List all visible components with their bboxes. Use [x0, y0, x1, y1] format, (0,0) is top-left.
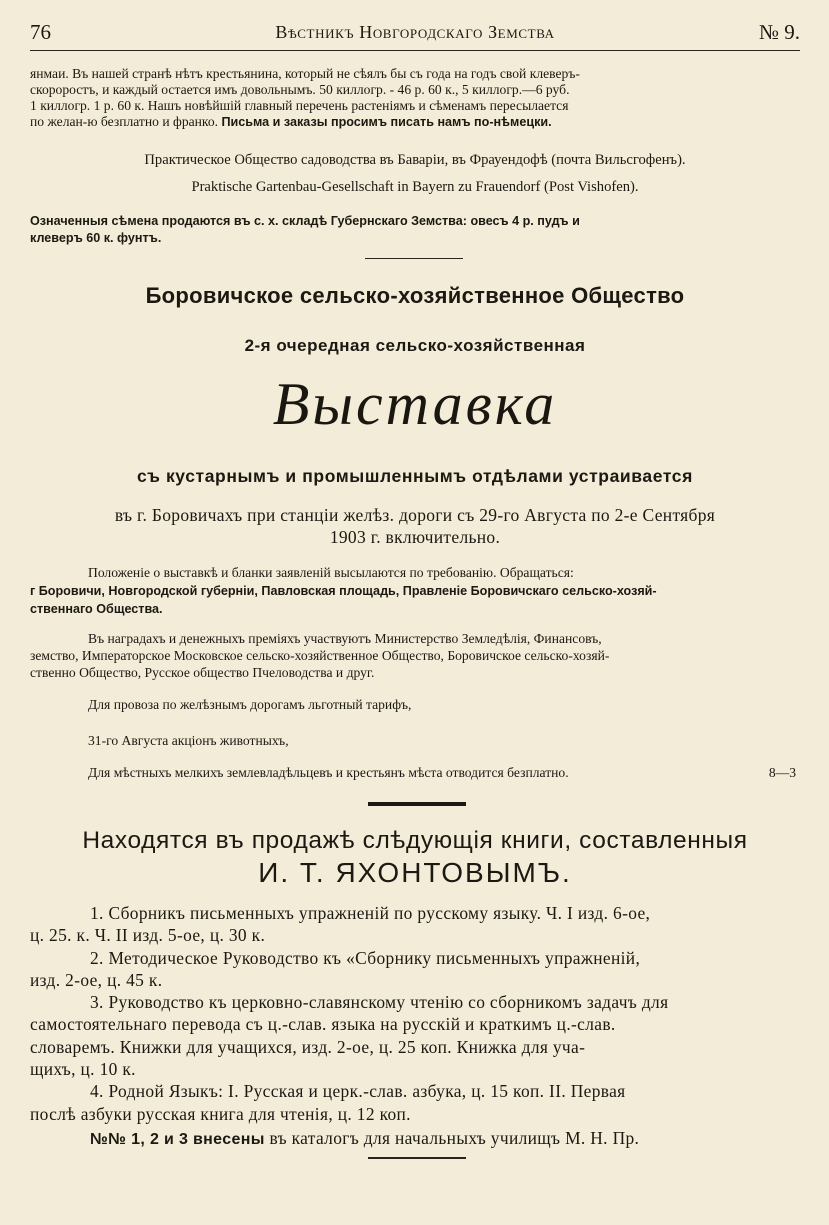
exhibition-terms-line: г Боровичи, Новгородской губерніи, Павловская площадь, Правленіе Боровичскаго сельско-хозяй-	[30, 584, 657, 598]
exhibition-auction: 31-го Августа акціонъ животныхъ,	[88, 733, 289, 748]
exhibition-terms	[30, 564, 800, 618]
book-line: щихъ, ц. 10 к.	[30, 1059, 136, 1080]
exhibition-subtitle: 2-я очередная сельско-хозяйственная	[244, 336, 586, 355]
issue-number: № 9.	[758, 20, 800, 44]
book-line: 4. Родной Языкъ: I. Русская и церк.-слав. азбука, ц. 15 коп. II. Первая	[90, 1081, 626, 1102]
section-divider-thick	[368, 802, 466, 806]
exhibition-dates-line: въ г. Боровичахъ при станціи желѣз. дороги съ 29-го Августа по 2-е Сентября	[114, 505, 716, 525]
journal-title: Вѣстникъ Новгородскаго Земства	[275, 22, 555, 42]
seed-ad-line	[30, 114, 800, 130]
page-header	[30, 18, 800, 48]
books-heading: Находятся въ продажѣ слѣдующія книги, составленныя	[82, 827, 748, 854]
catalog-text: въ каталогъ для начальныхъ училищъ М. Н. Пр.	[269, 1127, 640, 1148]
exhibition-awards-line: земство, Императорское Московское сельско-хозяйственное Общество, Боровичское сельско-хозяй-	[30, 648, 610, 663]
book-line: самостоятельнаго перевода съ ц.-слав. языка на русскій и краткимъ ц.-слав.	[30, 1014, 616, 1035]
exhibition-terms-line: Положеніе о выставкѣ и бланки заявленій высылаются по требованію. Обращаться:	[88, 565, 574, 580]
exhibition-crafts: съ кустарнымъ и промышленнымъ отдѣлами устраивается	[137, 466, 693, 486]
seed-ad-paragraph	[30, 66, 800, 130]
catalog-numbers: №№ 1, 2 и 3	[90, 1130, 189, 1148]
end-divider	[368, 1157, 466, 1159]
book-line: 1. Сборникъ письменныхъ упражненій по русскому языку. Ч. I изд. 6-ое,	[90, 903, 651, 923]
free-places-text: Для мѣстныхъ мелкихъ землевладѣльцевъ и крестьянъ мѣста отводится безплатно.	[88, 765, 569, 780]
seed-ad-text: по желан-ю безплатно и франко.	[30, 114, 219, 129]
seed-ad-bold-text: Письма и заказы просимъ писать намъ по-нѣмецки.	[221, 115, 552, 129]
catalog-bold-word: внесены	[192, 1130, 265, 1148]
seed-sale-note-line: клеверъ 60 к. фунтъ.	[30, 231, 162, 245]
books-list	[30, 902, 800, 1151]
exhibition-awards-line: ственно Общество, Русское общество Пчеловодства и друг.	[30, 665, 375, 680]
book-line: 3. Руководство къ церковно-славянскому чтенію со сборникомъ задачъ для	[90, 992, 669, 1013]
exhibition-dates	[30, 504, 800, 548]
society-address-ru: Практическое Общество садоводства въ Баваріи, въ Фрауендофѣ (почта Вильсгофенъ).	[144, 152, 686, 168]
seed-sale-note-line: Означенныя сѣмена продаются въ с. х. складѣ Губернскаго Земства: овесъ 4 р. пудъ и	[30, 214, 580, 228]
exhibition-terms-line: ственнаго Общества.	[30, 602, 163, 616]
books-author: И. Т. ЯХОНТОВЫМЪ.	[258, 857, 572, 888]
seed-ad-line: янмаи. Въ нашей странѣ нѣтъ крестьянина, который не сѣялъ бы съ года на годъ свой клеверъ-	[30, 66, 580, 81]
book-line: словаремъ. Книжки для учащихся, изд. 2-ое, ц. 25 коп. Книжка для уча-	[30, 1036, 586, 1057]
seed-ad-line: 1 киллогр. 1 р. 60 к. Нашъ новѣйшій главный перечень растеніямъ и сѣменамъ пересылается	[30, 98, 569, 113]
exhibition-title: Выставка	[272, 371, 558, 437]
book-line: изд. 2-ое, ц. 45 к.	[30, 969, 163, 990]
exhibition-free-places	[88, 765, 800, 781]
catalog-note	[30, 1127, 800, 1151]
page-number: 76	[30, 20, 51, 44]
ad-code: 8—3	[768, 765, 796, 780]
exhibition-tariff: Для провоза по желѣзнымъ дорогамъ льготный тарифъ,	[88, 697, 412, 712]
exhibition-awards	[30, 630, 800, 681]
seed-sale-note	[30, 213, 800, 247]
society-address-de: Praktische Gartenbau-Gesellschaft in Bayern zu Frauendorf (Post Vishofen).	[191, 179, 639, 195]
header-rule	[30, 50, 800, 51]
exhibition-awards-line: Въ наградахъ и денежныхъ преміяхъ участвуютъ Министерство Земледѣлія, Финансовъ,	[88, 631, 602, 646]
book-line: ц. 25. к. Ч. II изд. 5-ое, ц. 30 к.	[30, 925, 266, 946]
section-divider	[365, 258, 463, 259]
exhibition-society: Боровичское сельско-хозяйственное Общество	[145, 283, 685, 308]
exhibition-dates-line: 1903 г. включительно.	[329, 527, 501, 547]
seed-ad-line: скороростъ, и каждый остается имъ довольнымъ. 50 киллогр. - 46 р. 60 к., 5 киллогр.—6 руб.	[30, 82, 570, 97]
book-line: 2. Методическое Руководство къ «Сборнику письменныхъ упражненій,	[90, 947, 641, 968]
book-line: послѣ азбуки русская книга для чтенія, ц. 12 коп.	[30, 1103, 411, 1124]
